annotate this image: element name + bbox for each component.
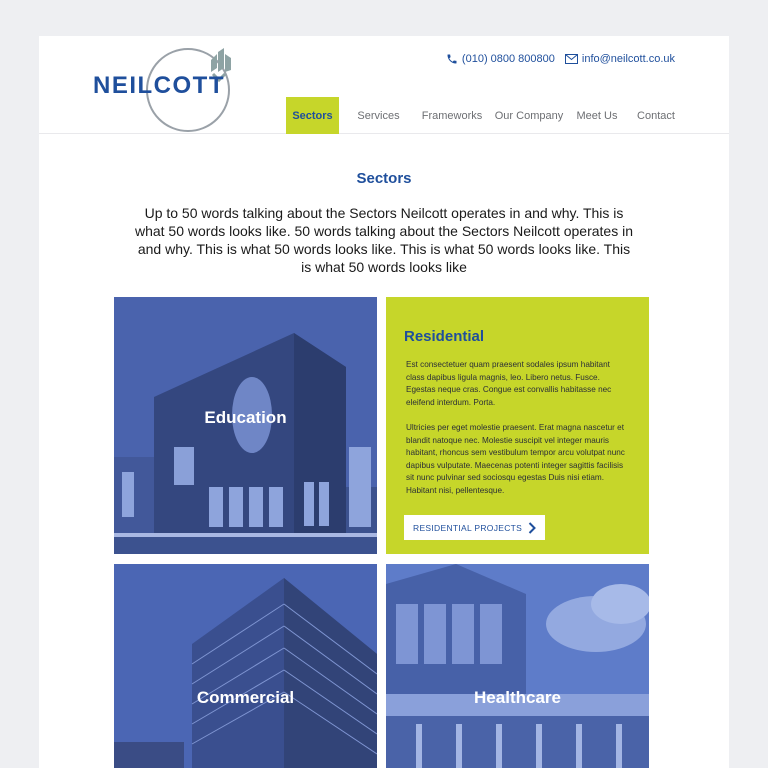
healthcare-building-image [386,564,649,768]
tile-label-healthcare: Healthcare [474,688,561,707]
tile-label-commercial: Commercial [196,688,295,707]
main-nav [286,97,690,134]
residential-projects-button[interactable] [404,515,545,540]
residential-description [406,359,628,498]
tile-commercial[interactable] [114,564,377,768]
contact-bar [436,53,675,65]
phone-number: (010) 0800 800800 [461,53,555,65]
section-intro: Up to 50 words talking about the Sectors Neilcott operates in and why. This is what 50 words looks like. 50 words talking about the Sectors Neilcott operates in and why. This is what 50 words looks like. This is what 50 words looks like. This is what 50 words looks like [134,205,634,275]
page [39,36,729,768]
tile-education[interactable] [114,297,377,554]
nav-item-meet-us[interactable]: Meet Us [576,109,618,122]
tile-healthcare[interactable] [386,564,649,768]
envelope-icon [565,54,578,64]
nav-item-services[interactable]: Services [357,109,400,122]
email-address: info@neilcott.co.uk [581,53,675,65]
nav-item-sectors[interactable]: Sectors [286,97,339,134]
phone-icon [446,53,458,65]
residential-paragraph-1: Est consectetuer quam praesent sodales ipsum habitant class dapibus ligula magnis, leo. Libero netus. Fusce. Egestas neque cras. Congue est convallis habitasse nec eleifend interdum. Porta. [406,360,612,407]
nav-item-contact[interactable]: Contact [637,109,675,122]
residential-title: Residential [404,328,485,345]
residential-projects-button-label: RESIDENTIAL PROJECTS [413,522,523,533]
site-header [39,36,729,134]
residential-paragraph-2: Ultricies per eget molestie praesent. Erat magna nascetur et blandit natoque nec. Molestie suscipit vel integer mauris habitant, rhoncus sem vestibulum tempor arcu volutpat nunc dapibus vulputate. Maecenas potenti integer sagittis facilisis sit nunc pulvinar sed sociosqu egestas Duis nisi etiam. Habitant nisi, pellentesque. [406,422,625,495]
neilcott-logo[interactable] [91,42,241,132]
section-title: Sectors [356,170,412,187]
nav-item-our-company[interactable]: Our Company [494,109,564,122]
email-link[interactable] [565,53,675,65]
logo-text: NEILCOTT [93,72,225,99]
nav-item-frameworks[interactable]: Frameworks [421,109,483,122]
chevron-right-icon [528,522,536,534]
tile-residential [386,297,649,554]
commercial-building-image [114,564,377,768]
tile-label-education: Education [204,408,287,427]
phone-link[interactable] [446,53,555,65]
